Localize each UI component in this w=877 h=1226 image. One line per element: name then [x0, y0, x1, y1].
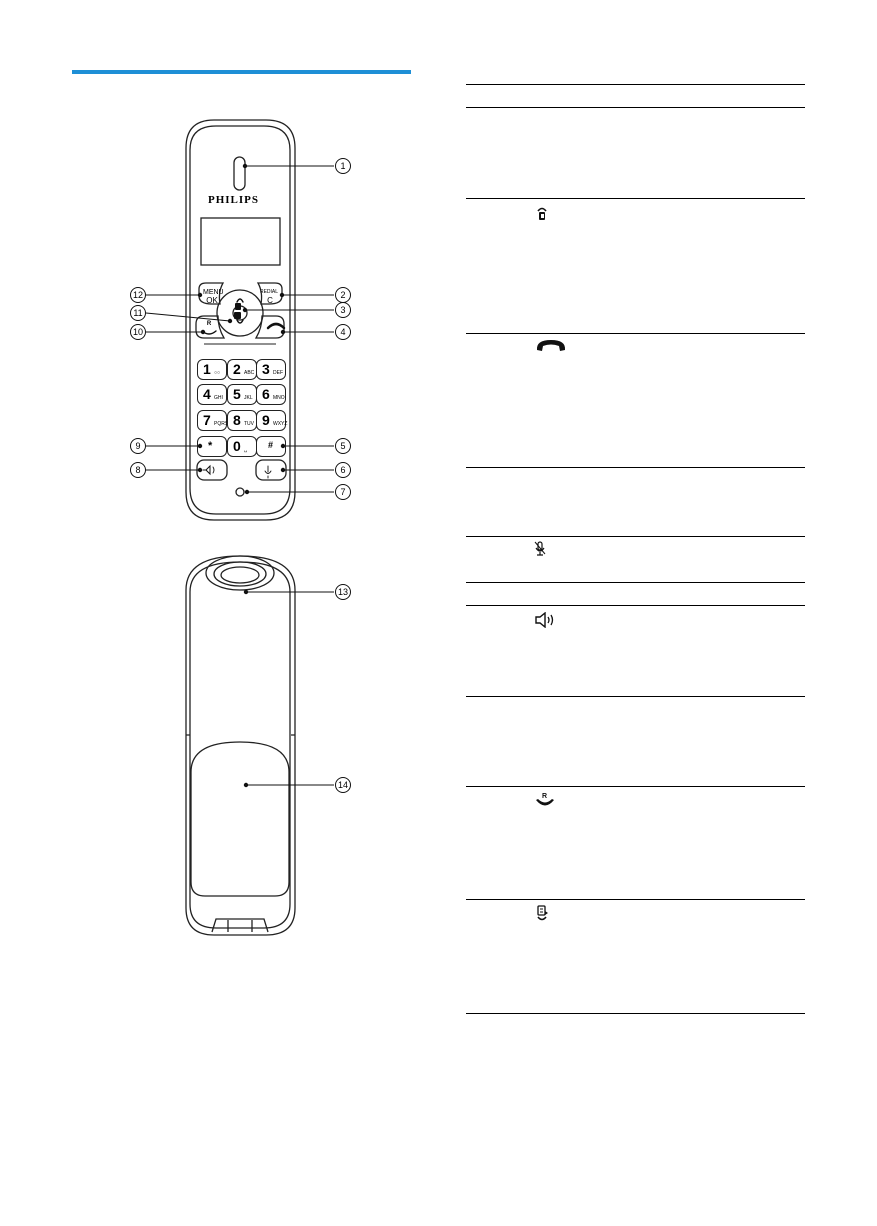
number-key-letters: ○○ [214, 370, 221, 376]
table-rule [466, 467, 805, 468]
number-key-6 [256, 384, 286, 405]
number-key-7 [197, 410, 227, 431]
callout-marker: 13 [335, 584, 351, 600]
table-rule [466, 198, 805, 199]
callout-marker: 9 [130, 438, 146, 454]
callout-marker: 2 [335, 287, 351, 303]
number-key-digit: 7 [203, 412, 211, 428]
number-key-letters: PQRS [214, 421, 229, 427]
table-rule [466, 333, 805, 334]
callout-marker: 8 [130, 462, 146, 478]
callout-marker: 10 [130, 324, 146, 340]
ok-key-label: OK [206, 296, 218, 305]
redial-key-label: REDIAL [259, 289, 279, 295]
hash-key [256, 436, 286, 457]
number-key-5 [227, 384, 257, 405]
number-key-letters: DEF [273, 370, 283, 376]
callout-marker: 4 [335, 324, 351, 340]
table-rule [466, 1013, 805, 1014]
number-key-letters: TUV [244, 421, 254, 427]
menu-key-label: MENU [203, 289, 224, 296]
number-key-1 [197, 359, 227, 380]
number-key-digit: 9 [262, 412, 270, 428]
talk-r-icon [534, 791, 556, 809]
number-key-4 [197, 384, 227, 405]
number-key-letters: MNO [273, 395, 285, 401]
svg-text:R: R [542, 793, 548, 800]
mute-icon [534, 541, 546, 557]
clear-key-label: C [267, 296, 273, 305]
key-description-table [466, 0, 805, 1226]
redial-scroll-down-icon [534, 905, 550, 923]
number-key-digit: 2 [233, 361, 241, 377]
brand-logo-text: PHILIPS [208, 194, 260, 206]
number-key-letters: GHI [214, 395, 223, 401]
callout-marker: 14 [335, 777, 351, 793]
star-key-label: * [208, 440, 213, 452]
callout-marker: 12 [130, 287, 146, 303]
r-key-label: R [206, 321, 212, 327]
number-key-digit: 6 [262, 386, 270, 402]
number-key-letters: ␣ [244, 447, 248, 453]
star-key [197, 436, 227, 457]
end-call-icon [534, 336, 568, 354]
table-rule [466, 582, 805, 583]
number-key-letters: ABC [244, 370, 255, 376]
number-key-digit: 5 [233, 386, 241, 402]
callout-marker: 3 [335, 302, 351, 318]
number-key-digit: 3 [262, 361, 270, 377]
number-key-digit: 4 [203, 386, 211, 402]
phonebook-scroll-up-icon [534, 206, 550, 222]
callout-marker: 5 [335, 438, 351, 454]
number-key-letters: JKL [244, 395, 253, 401]
speaker-icon [534, 612, 556, 628]
number-key-9 [256, 410, 286, 431]
callout-marker: 1 [335, 158, 351, 174]
table-rule [466, 899, 805, 900]
table-rule [466, 696, 805, 697]
callout-marker: 6 [335, 462, 351, 478]
table-header-rule [466, 84, 805, 85]
table-rule [466, 536, 805, 537]
callout-marker: 11 [130, 305, 146, 321]
number-key-digit: 8 [233, 412, 241, 428]
number-key-digit: 0 [233, 438, 241, 454]
table-rule [466, 107, 805, 108]
number-key-letters: WXYZ [273, 421, 288, 427]
number-key-3 [256, 359, 286, 380]
table-rule [466, 786, 805, 787]
number-key-0 [227, 436, 257, 457]
callout-marker: 7 [335, 484, 351, 500]
number-key-8 [227, 410, 257, 431]
number-key-2 [227, 359, 257, 380]
table-rule [466, 605, 805, 606]
number-key-digit: 1 [203, 361, 211, 377]
hash-key-label: # [268, 440, 274, 450]
